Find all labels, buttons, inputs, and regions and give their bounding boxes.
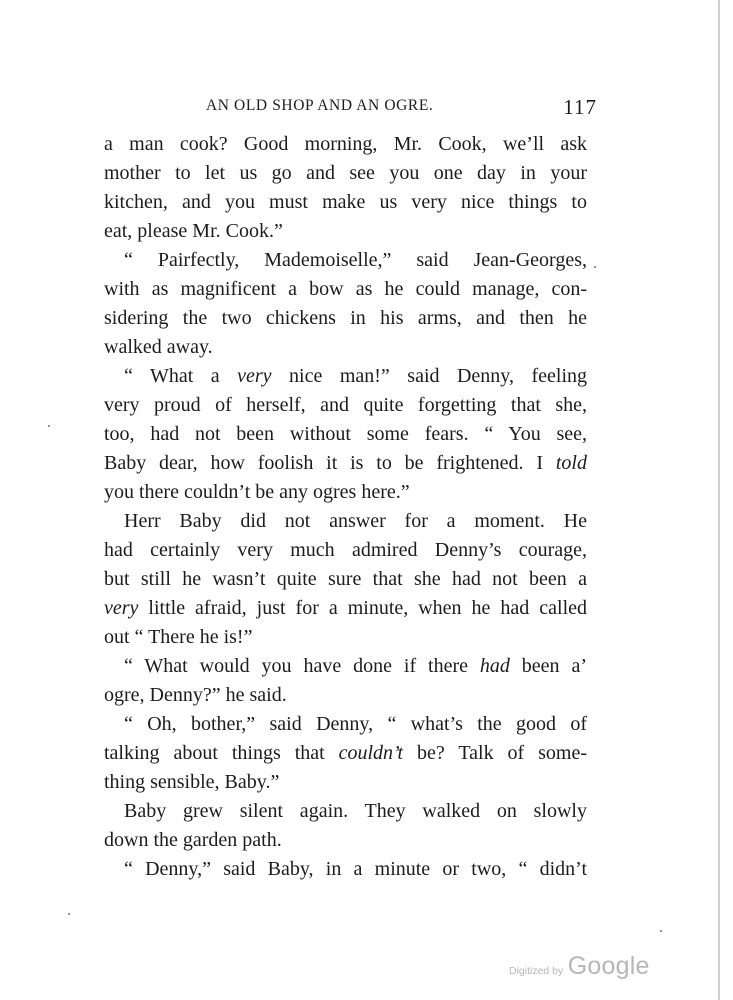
text-line [104, 710, 587, 739]
text-segment: out “ There he is!” [104, 626, 253, 648]
text-segment: be? Talk of some- [403, 742, 587, 764]
text-line [104, 797, 587, 826]
text-line [104, 507, 587, 536]
text-segment: had certainly very much admired Denny’s courage, [104, 539, 587, 561]
text-segment: very proud of herself, and quite forgetting that she, [104, 394, 587, 416]
text-segment: sidering the two chickens in his arms, and then he [104, 307, 587, 329]
text-line [104, 159, 587, 188]
body-text [104, 130, 587, 884]
text-line [104, 275, 587, 304]
text-line [104, 652, 587, 681]
text-segment: too, had not been without some fears. “ You see, [104, 423, 587, 445]
text-line [104, 565, 587, 594]
page-number: 117 [563, 95, 597, 119]
text-line [104, 333, 587, 362]
scan-speck [594, 266, 596, 268]
text-line [104, 217, 587, 246]
scan-speck [68, 913, 70, 915]
text-segment: been a’ [509, 655, 587, 677]
digitized-by-google-watermark [509, 952, 650, 981]
italic-text: very [104, 597, 139, 619]
text-segment: nice man!” said Denny, feeling [271, 365, 588, 387]
text-segment: thing sensible, Baby.” [104, 771, 280, 793]
text-segment: Baby dear, how foolish it is to be frightened. I [104, 452, 556, 474]
text-segment: mother to let us go and see you one day in your [104, 162, 587, 184]
text-segment: “ What a [124, 365, 238, 387]
text-line [104, 362, 587, 391]
text-line [104, 188, 587, 217]
text-segment: “ Denny,” said Baby, in a minute or two, “ didn’t [124, 858, 587, 880]
text-line [104, 594, 587, 623]
text-segment: kitchen, and you must make us very nice things to [104, 191, 587, 213]
text-line [104, 855, 587, 884]
text-segment: you there couldn’t be any ogres here.” [104, 481, 410, 503]
text-line [104, 130, 587, 159]
text-line [104, 623, 587, 652]
text-segment: with as magnificent a bow as he could manage, con- [104, 278, 587, 300]
text-line [104, 304, 587, 333]
text-segment: Baby grew silent again. They walked on slowly [124, 800, 587, 822]
italic-text: couldn’t [338, 742, 404, 764]
text-segment: walked away. [104, 336, 213, 358]
digitized-prefix: Digitized by [509, 965, 564, 977]
text-line [104, 246, 587, 275]
text-line [104, 768, 587, 797]
scan-speck [48, 425, 50, 427]
italic-text: very [237, 365, 272, 387]
scan-speck [660, 930, 662, 932]
text-segment: but still he wasn’t quite sure that she had not been a [104, 568, 587, 590]
text-line [104, 449, 587, 478]
text-line [104, 391, 587, 420]
text-segment: a man cook? Good morning, Mr. Cook, we’ll ask [104, 133, 587, 155]
text-segment: little afraid, just for a minute, when he had called [138, 597, 587, 619]
text-segment: eat, please Mr. Cook.” [104, 220, 283, 242]
text-segment: ogre, Denny?” he said. [104, 684, 287, 706]
text-segment: down the garden path. [104, 829, 282, 851]
text-segment: “ What would you have done if there [124, 655, 480, 677]
text-segment: “ Oh, bother,” said Denny, “ what’s the good of [124, 713, 587, 735]
text-line [104, 536, 587, 565]
text-segment: “ Pairfectly, Mademoiselle,” said Jean-Georges, [124, 249, 587, 271]
google-logo: Google [567, 952, 650, 980]
text-segment: talking about things that [104, 742, 339, 764]
page-header [104, 95, 597, 119]
page-edge-line [718, 0, 720, 1000]
text-segment: Herr Baby did not answer for a moment. He [124, 510, 587, 532]
text-line [104, 478, 587, 507]
text-line [104, 739, 587, 768]
text-line [104, 681, 587, 710]
text-line [104, 420, 587, 449]
italic-text: told [555, 452, 587, 474]
running-title: AN OLD SHOP AND AN OGRE. [206, 97, 434, 114]
italic-text: had [479, 655, 510, 677]
text-line [104, 826, 587, 855]
